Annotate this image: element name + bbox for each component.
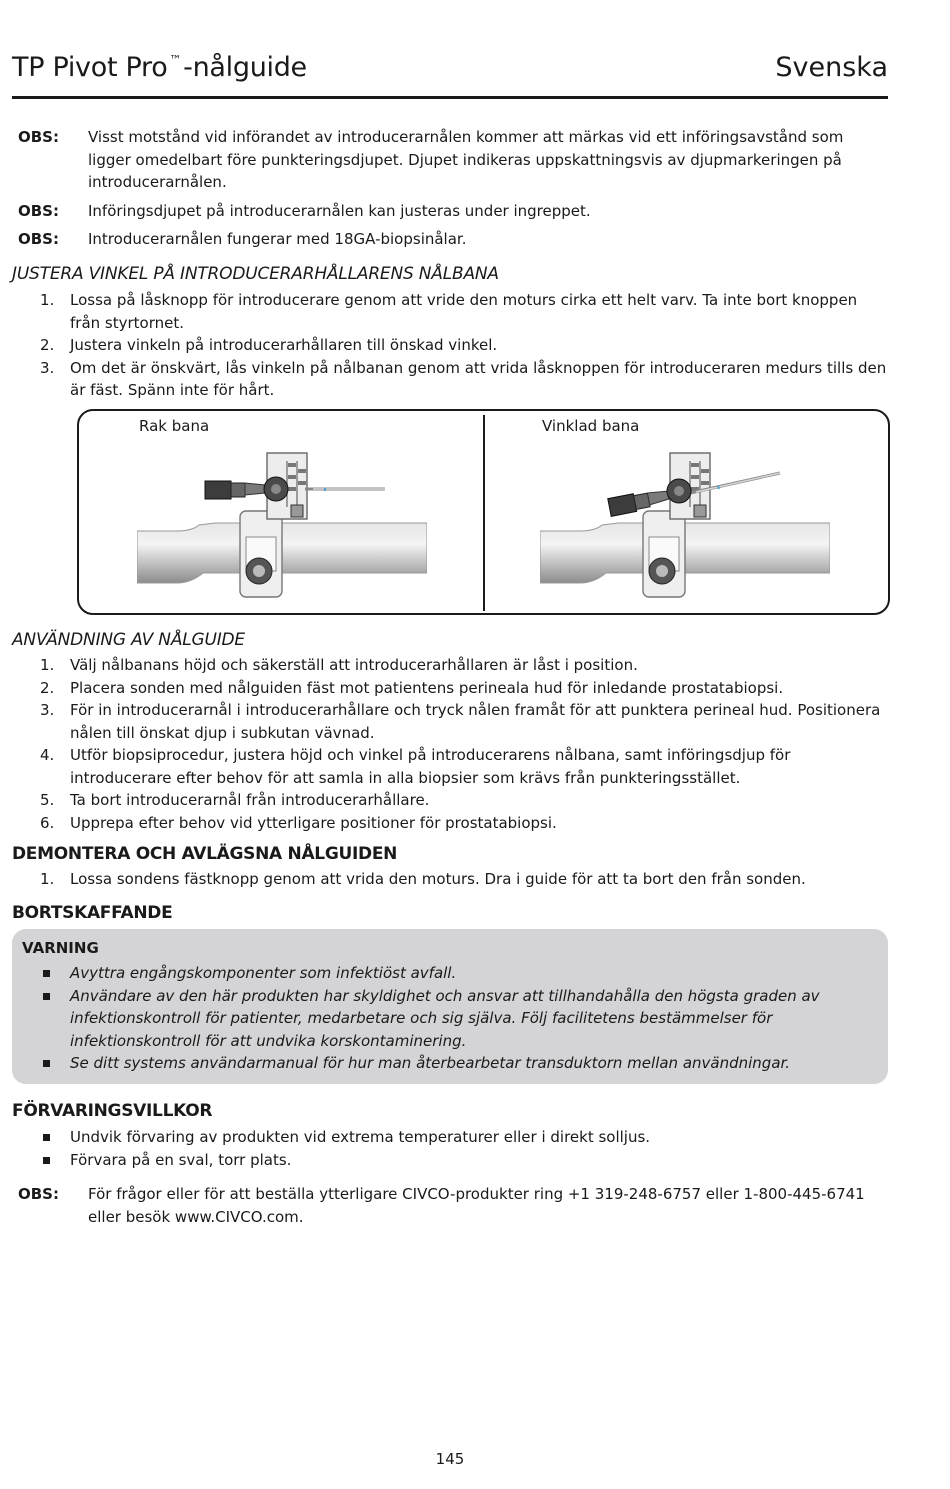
note-text: För frågor eller för att beställa ytterligare CIVCO-produkter ring +1 319-248-6757 eller 1-800-445-6741 eller besök www.CIVCO.com. xyxy=(88,1185,865,1226)
list-item: Undvik förvaring av produkten vid extrema temperaturer eller i direkt solljus. xyxy=(12,1126,888,1149)
warning-list xyxy=(12,962,872,1075)
page-header xyxy=(12,52,888,99)
note-1 xyxy=(18,126,888,194)
note-text: Visst motstånd vid införandet av introducerarnålen kommer att märkas vid ett införingsavstånd som ligger omedelbart före punkteringsdjupet. Djupet indikeras uppskattningsvis av djupmarkeringen på introducerarnålen. xyxy=(88,128,844,191)
language-label: Svenska xyxy=(775,52,888,83)
list-item: 6. Upprepa efter behov vid ytterligare positioner för prostatabiopsi. xyxy=(40,813,557,832)
straight-path-illustration xyxy=(137,447,427,607)
note-label: OBS: xyxy=(18,1185,59,1203)
adjust-steps-list xyxy=(12,289,888,402)
list-item: 1. Lossa sondens fästknopp genom att vrida den moturs. Dra i guide för att ta bort den från sonden. xyxy=(40,870,806,888)
note-contact xyxy=(18,1183,888,1228)
page-number: 145 xyxy=(435,1450,465,1468)
warning-title: VARNING xyxy=(22,939,99,957)
figure-caption-straight: Rak bana xyxy=(139,417,210,435)
list-item: 3. Om det är önskvärt, lås vinkeln på nålbanan genom att vrida låsknoppen för introduceraren medurs tills den är fäst. Spänn inte för hårt. xyxy=(40,358,887,399)
list-item: 1. Lossa på låsknopp för introducerare genom att vride den moturs cirka ett helt varv. Ta inte bort knoppen från styrtornet. xyxy=(40,291,858,332)
note-label: OBS: xyxy=(18,230,59,248)
needle-path-figure xyxy=(77,409,890,615)
warning-box xyxy=(12,929,888,1084)
storage-list xyxy=(12,1126,888,1171)
list-item: 2. Placera sonden med nålguiden fäst mot patientens perineala hud för inledande prostatabiopsi. xyxy=(40,678,784,697)
list-item: 3. För in introducerarnål i introducerarhållare och tryck nålen framåt för att punktera perineal hud. Positionera nålen till önskat djup i subkutan vävnad. xyxy=(40,701,881,742)
note-2 xyxy=(18,200,888,223)
list-item: Användare av den här produkten har skyldighet och ansvar att tillhandahålla den högsta graden av infektionskontroll för patienter, medarbetare och sig själva. Följ facilitetens bestämmelser för infektionskontroll för att undvika korskontaminering. xyxy=(12,985,872,1053)
figure-caption-angled: Vinklad bana xyxy=(542,417,640,435)
section-heading-storage: FÖRVARINGSVILLKOR xyxy=(12,1101,213,1121)
section-heading-disposal: BORTSKAFFANDE xyxy=(12,903,173,923)
list-item: Se ditt systems användarmanual för hur man återbearbetar transduktorn mellan användningar. xyxy=(12,1052,872,1075)
note-text: Införingsdjupet på introducerarnålen kan justeras under ingreppet. xyxy=(88,202,591,220)
list-item: Avyttra engångskomponenter som infektiöst avfall. xyxy=(12,962,872,985)
document-title: TP Pivot Pro ™-nålguide xyxy=(12,52,307,83)
list-item: 1. Välj nålbanans höjd och säkerställ att introducerarhållaren är låst i position. xyxy=(40,656,638,674)
figure-divider xyxy=(483,415,485,611)
note-label: OBS: xyxy=(18,128,59,146)
note-text: Introducerarnålen fungerar med 18GA-biopsinålar. xyxy=(88,230,467,248)
list-item: 5. Ta bort introducerarnål från introducerarhållare. xyxy=(40,791,430,809)
section-heading-remove: DEMONTERA OCH AVLÄGSNA NÅLGUIDEN xyxy=(12,844,398,864)
list-item: Förvara på en sval, torr plats. xyxy=(12,1149,888,1172)
list-item: 2. Justera vinkeln på introducerarhållaren till önskad vinkel. xyxy=(40,336,498,354)
section-heading-use: ANVÄNDNING AV NÅLGUIDE xyxy=(12,630,245,650)
remove-steps-list xyxy=(12,868,888,891)
use-steps-list xyxy=(12,654,888,834)
note-label: OBS: xyxy=(18,202,59,220)
angled-path-illustration xyxy=(540,447,830,607)
note-3 xyxy=(18,228,888,251)
section-heading-adjust: JUSTERA VINKEL PÅ INTRODUCERARHÅLLARENS NÅLBANA xyxy=(12,264,499,284)
list-item: 4. Utför biopsiprocedur, justera höjd och vinkel på introducerarens nålbana, samt införingsdjup för introducerare efter behov för att samla in alla biopsier som krävs från punkteringsstället. xyxy=(40,746,791,787)
